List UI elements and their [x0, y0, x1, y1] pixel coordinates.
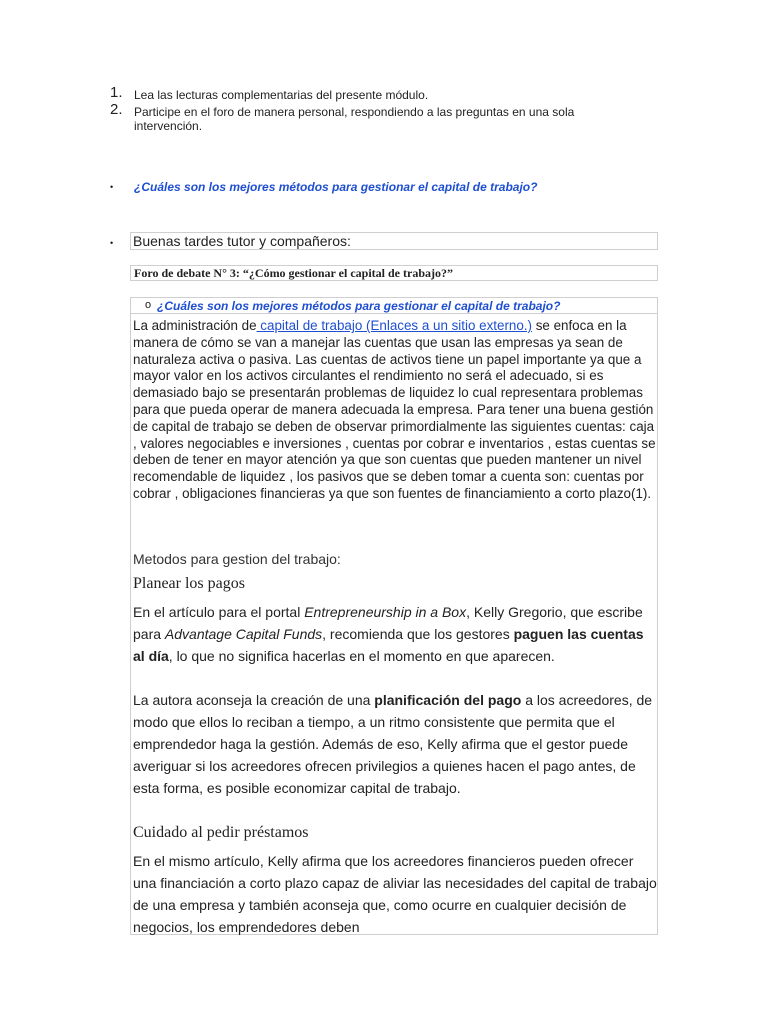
divider	[130, 313, 658, 314]
list-number: 2.	[110, 101, 123, 118]
list-text: Participe en el foro de manera personal, respondiendo a las preguntas en una sola intervención.	[134, 105, 575, 133]
section-heading: Planear los pagos	[133, 575, 245, 592]
bullet-icon: •	[110, 182, 114, 192]
list-text: Lea las lecturas complementarias del presente módulo.	[134, 88, 429, 102]
section-heading: Cuidado al pedir préstamos	[133, 824, 309, 841]
list-number: 1.	[110, 84, 123, 101]
inner-question-text: ¿Cuáles son los mejores métodos para gestionar el capital de trabajo?	[157, 299, 561, 313]
paragraph-text: se enfoca en la manera de cómo se van a manejar las cuentas que usan las empresas ya sean de naturaleza activa o pasiva. Las cuentas de activos tiene un papel importante ya que a mayor valor en los activos circulantes el rendimiento no será el adecuado, si es demasiado bajo se presentarán problemas de liquidez lo cual representara problemas para que pueda operar de manera adecuada la empresa. Para tener una buena gestión de capital de trabajo se deben de observar primordialmente las siguientes cuentas: caja , valores negociables e inversiones , cuentas por cobrar e inventarios , estas cuentas se deben de tener en mayor atención ya que son cuentas que pueden mantener un nivel recomendable de liquidez , los pasivos que se deben tomar a cuenta son: cuentas por cobrar , obligaciones financieras ya que son fuentes de financiamiento a corto plazo(1).	[133, 318, 656, 501]
circle-bullet-icon: o	[145, 299, 152, 311]
intro-paragraph	[133, 318, 661, 503]
section-paragraph: En el artículo para el portal Entrepreneurship in a Box, Kelly Gregorio, que escribe para Advantage Capital Funds, recomienda que los gestores paguen las cuentas al día, lo que no significa hacerlas en el momento en que aparecen.	[133, 604, 644, 664]
section-paragraph: La autora aconseja la creación de una planificación del pago a los acreedores, de modo que ellos lo reciban a tiempo, a un ritmo consistente que permita que el emprendedor haga la gestión. Además de eso, Kelly afirma que el gestor puede averiguar si los acreedores ofrecen privilegios a quienes hacen el pago antes, de esta forma, es posible economizar capital de trabajo.	[133, 692, 653, 796]
section-paragraph: En el mismo artículo, Kelly afirma que los acreedores financieros pueden ofrecer una financiación a corto plazo capaz de aliviar las necesidades del capital de trabajo de una empresa y también aconseja que, como ocurre en cualquier decisión de negocios, los emprendedores deben	[133, 853, 657, 935]
external-link[interactable]: capital de trabajo (Enlaces a un sitio externo.)	[256, 318, 532, 333]
methods-label: Metodos para gestion del trabajo:	[133, 551, 341, 567]
greeting-text: Buenas tardes tutor y compañeros:	[133, 233, 351, 249]
forum-title: Foro de debate N° 3: “¿Cómo gestionar el capital de trabajo?”	[134, 266, 453, 280]
paragraph-text: La administración de	[133, 318, 257, 333]
bullet-icon: •	[110, 238, 114, 248]
question-text: ¿Cuáles son los mejores métodos para gestionar el capital de trabajo?	[134, 180, 538, 194]
